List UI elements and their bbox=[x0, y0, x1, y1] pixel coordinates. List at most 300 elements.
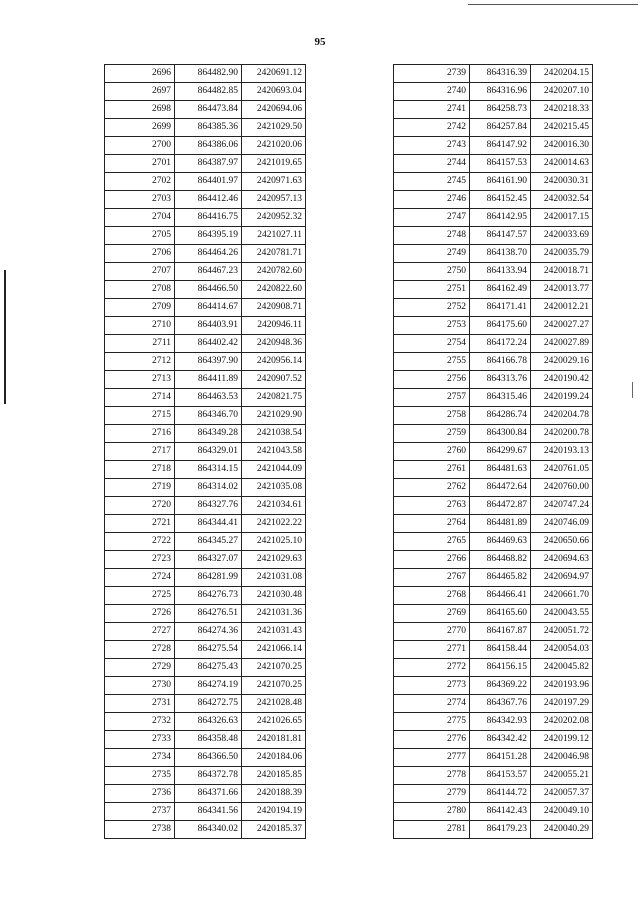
x-coordinate-cell: 864401.97 bbox=[175, 173, 242, 191]
point-number-cell: 2716 bbox=[105, 425, 175, 443]
point-number-cell: 2706 bbox=[105, 245, 175, 263]
point-number-cell: 2767 bbox=[394, 569, 470, 587]
x-coordinate-cell: 864327.76 bbox=[175, 497, 242, 515]
point-number-cell: 2770 bbox=[394, 623, 470, 641]
y-coordinate-cell: 2420184.06 bbox=[242, 749, 306, 767]
x-coordinate-cell: 864314.02 bbox=[175, 479, 242, 497]
x-coordinate-cell: 864472.87 bbox=[470, 497, 531, 515]
point-number-cell: 2705 bbox=[105, 227, 175, 245]
point-number-cell: 2769 bbox=[394, 605, 470, 623]
x-coordinate-cell: 864162.49 bbox=[470, 281, 531, 299]
table-row bbox=[105, 551, 306, 569]
x-coordinate-cell: 864482.85 bbox=[175, 83, 242, 101]
table-row bbox=[105, 641, 306, 659]
x-coordinate-cell: 864275.43 bbox=[175, 659, 242, 677]
x-coordinate-cell: 864371.66 bbox=[175, 785, 242, 803]
table-row bbox=[394, 515, 593, 533]
y-coordinate-cell: 2421029.50 bbox=[242, 119, 306, 137]
y-coordinate-cell: 2420014.63 bbox=[531, 155, 593, 173]
table-row bbox=[394, 713, 593, 731]
table-row bbox=[394, 335, 593, 353]
y-coordinate-cell: 2420018.71 bbox=[531, 263, 593, 281]
y-coordinate-cell: 2421025.10 bbox=[242, 533, 306, 551]
y-coordinate-cell: 2420185.37 bbox=[242, 821, 306, 839]
point-number-cell: 2755 bbox=[394, 353, 470, 371]
point-number-cell: 2778 bbox=[394, 767, 470, 785]
x-coordinate-cell: 864412.46 bbox=[175, 191, 242, 209]
y-coordinate-cell: 2420188.39 bbox=[242, 785, 306, 803]
y-coordinate-cell: 2420012.21 bbox=[531, 299, 593, 317]
point-number-cell: 2763 bbox=[394, 497, 470, 515]
point-number-cell: 2701 bbox=[105, 155, 175, 173]
point-number-cell: 2780 bbox=[394, 803, 470, 821]
y-coordinate-cell: 2420956.14 bbox=[242, 353, 306, 371]
y-coordinate-cell: 2420204.15 bbox=[531, 65, 593, 83]
table-row bbox=[105, 659, 306, 677]
y-coordinate-cell: 2420040.29 bbox=[531, 821, 593, 839]
point-number-cell: 2772 bbox=[394, 659, 470, 677]
table-row bbox=[105, 155, 306, 173]
point-number-cell: 2754 bbox=[394, 335, 470, 353]
table-row bbox=[394, 407, 593, 425]
left-coordinate-table bbox=[104, 64, 306, 839]
x-coordinate-cell: 864142.43 bbox=[470, 803, 531, 821]
x-coordinate-cell: 864372.78 bbox=[175, 767, 242, 785]
x-coordinate-cell: 864316.39 bbox=[470, 65, 531, 83]
x-coordinate-cell: 864300.84 bbox=[470, 425, 531, 443]
y-coordinate-cell: 2420907.52 bbox=[242, 371, 306, 389]
y-coordinate-cell: 2421031.36 bbox=[242, 605, 306, 623]
y-coordinate-cell: 2420199.24 bbox=[531, 389, 593, 407]
table-row bbox=[394, 785, 593, 803]
table-row bbox=[394, 191, 593, 209]
y-coordinate-cell: 2420055.21 bbox=[531, 767, 593, 785]
x-coordinate-cell: 864326.63 bbox=[175, 713, 242, 731]
y-coordinate-cell: 2421030.48 bbox=[242, 587, 306, 605]
table-row bbox=[394, 731, 593, 749]
x-coordinate-cell: 864466.41 bbox=[470, 587, 531, 605]
table-row bbox=[394, 101, 593, 119]
table-row bbox=[105, 209, 306, 227]
x-coordinate-cell: 864349.28 bbox=[175, 425, 242, 443]
point-number-cell: 2750 bbox=[394, 263, 470, 281]
table-row bbox=[105, 281, 306, 299]
x-coordinate-cell: 864402.42 bbox=[175, 335, 242, 353]
table-row bbox=[105, 173, 306, 191]
y-coordinate-cell: 2420207.10 bbox=[531, 83, 593, 101]
point-number-cell: 2756 bbox=[394, 371, 470, 389]
table-row bbox=[105, 767, 306, 785]
x-coordinate-cell: 864481.63 bbox=[470, 461, 531, 479]
table-row bbox=[394, 137, 593, 155]
point-number-cell: 2745 bbox=[394, 173, 470, 191]
x-coordinate-cell: 864367.76 bbox=[470, 695, 531, 713]
y-coordinate-cell: 2420694.63 bbox=[531, 551, 593, 569]
point-number-cell: 2766 bbox=[394, 551, 470, 569]
y-coordinate-cell: 2420181.81 bbox=[242, 731, 306, 749]
x-coordinate-cell: 864316.96 bbox=[470, 83, 531, 101]
table-row bbox=[105, 353, 306, 371]
table-row bbox=[105, 425, 306, 443]
x-coordinate-cell: 864387.97 bbox=[175, 155, 242, 173]
y-coordinate-cell: 2420202.08 bbox=[531, 713, 593, 731]
y-coordinate-cell: 2420760.00 bbox=[531, 479, 593, 497]
table-row bbox=[394, 353, 593, 371]
point-number-cell: 2722 bbox=[105, 533, 175, 551]
y-coordinate-cell: 2420971.63 bbox=[242, 173, 306, 191]
point-number-cell: 2728 bbox=[105, 641, 175, 659]
x-coordinate-cell: 864272.75 bbox=[175, 695, 242, 713]
point-number-cell: 2753 bbox=[394, 317, 470, 335]
x-coordinate-cell: 864345.27 bbox=[175, 533, 242, 551]
y-coordinate-cell: 2420190.42 bbox=[531, 371, 593, 389]
x-coordinate-cell: 864342.42 bbox=[470, 731, 531, 749]
y-coordinate-cell: 2420029.16 bbox=[531, 353, 593, 371]
x-coordinate-cell: 864275.54 bbox=[175, 641, 242, 659]
y-coordinate-cell: 2420194.19 bbox=[242, 803, 306, 821]
y-coordinate-cell: 2420822.60 bbox=[242, 281, 306, 299]
y-coordinate-cell: 2420045.82 bbox=[531, 659, 593, 677]
table-row bbox=[105, 497, 306, 515]
point-number-cell: 2702 bbox=[105, 173, 175, 191]
y-coordinate-cell: 2420016.30 bbox=[531, 137, 593, 155]
point-number-cell: 2700 bbox=[105, 137, 175, 155]
y-coordinate-cell: 2421029.63 bbox=[242, 551, 306, 569]
x-coordinate-cell: 864167.87 bbox=[470, 623, 531, 641]
point-number-cell: 2739 bbox=[394, 65, 470, 83]
y-coordinate-cell: 2421034.61 bbox=[242, 497, 306, 515]
page-number: 95 bbox=[314, 36, 326, 48]
table-row bbox=[394, 803, 593, 821]
y-coordinate-cell: 2420032.54 bbox=[531, 191, 593, 209]
table-row bbox=[105, 713, 306, 731]
table-row bbox=[105, 533, 306, 551]
point-number-cell: 2741 bbox=[394, 101, 470, 119]
y-coordinate-cell: 2420747.24 bbox=[531, 497, 593, 515]
table-row bbox=[105, 65, 306, 83]
x-coordinate-cell: 864366.50 bbox=[175, 749, 242, 767]
table-row bbox=[394, 497, 593, 515]
x-coordinate-cell: 864469.63 bbox=[470, 533, 531, 551]
table-row bbox=[105, 101, 306, 119]
table-row bbox=[105, 389, 306, 407]
y-coordinate-cell: 2420043.55 bbox=[531, 605, 593, 623]
point-number-cell: 2768 bbox=[394, 587, 470, 605]
table-row bbox=[394, 551, 593, 569]
point-number-cell: 2717 bbox=[105, 443, 175, 461]
table-row bbox=[105, 461, 306, 479]
table-row bbox=[394, 389, 593, 407]
point-number-cell: 2730 bbox=[105, 677, 175, 695]
x-coordinate-cell: 864172.24 bbox=[470, 335, 531, 353]
table-row bbox=[394, 155, 593, 173]
point-number-cell: 2719 bbox=[105, 479, 175, 497]
point-number-cell: 2733 bbox=[105, 731, 175, 749]
y-coordinate-cell: 2420200.78 bbox=[531, 425, 593, 443]
y-coordinate-cell: 2420030.31 bbox=[531, 173, 593, 191]
y-coordinate-cell: 2421022.22 bbox=[242, 515, 306, 533]
point-number-cell: 2707 bbox=[105, 263, 175, 281]
point-number-cell: 2725 bbox=[105, 587, 175, 605]
table-row bbox=[394, 65, 593, 83]
table-row bbox=[105, 191, 306, 209]
y-coordinate-cell: 2420746.09 bbox=[531, 515, 593, 533]
x-coordinate-cell: 864151.28 bbox=[470, 749, 531, 767]
point-number-cell: 2724 bbox=[105, 569, 175, 587]
point-number-cell: 2776 bbox=[394, 731, 470, 749]
point-number-cell: 2752 bbox=[394, 299, 470, 317]
y-coordinate-cell: 2420218.33 bbox=[531, 101, 593, 119]
y-coordinate-cell: 2420946.11 bbox=[242, 317, 306, 335]
x-coordinate-cell: 864281.99 bbox=[175, 569, 242, 587]
y-coordinate-cell: 2420197.29 bbox=[531, 695, 593, 713]
x-coordinate-cell: 864314.15 bbox=[175, 461, 242, 479]
point-number-cell: 2775 bbox=[394, 713, 470, 731]
point-number-cell: 2779 bbox=[394, 785, 470, 803]
x-coordinate-cell: 864358.48 bbox=[175, 731, 242, 749]
y-coordinate-cell: 2420017.15 bbox=[531, 209, 593, 227]
x-coordinate-cell: 864386.06 bbox=[175, 137, 242, 155]
point-number-cell: 2715 bbox=[105, 407, 175, 425]
table-row bbox=[394, 641, 593, 659]
x-coordinate-cell: 864369.22 bbox=[470, 677, 531, 695]
point-number-cell: 2714 bbox=[105, 389, 175, 407]
y-coordinate-cell: 2420821.75 bbox=[242, 389, 306, 407]
table-row bbox=[394, 767, 593, 785]
point-number-cell: 2727 bbox=[105, 623, 175, 641]
point-number-cell: 2738 bbox=[105, 821, 175, 839]
x-coordinate-cell: 864274.19 bbox=[175, 677, 242, 695]
point-number-cell: 2760 bbox=[394, 443, 470, 461]
point-number-cell: 2736 bbox=[105, 785, 175, 803]
point-number-cell: 2759 bbox=[394, 425, 470, 443]
x-coordinate-cell: 864138.70 bbox=[470, 245, 531, 263]
table-row bbox=[394, 119, 593, 137]
x-coordinate-cell: 864482.90 bbox=[175, 65, 242, 83]
y-coordinate-cell: 2421038.54 bbox=[242, 425, 306, 443]
x-coordinate-cell: 864341.56 bbox=[175, 803, 242, 821]
table-row bbox=[394, 821, 593, 839]
point-number-cell: 2723 bbox=[105, 551, 175, 569]
y-coordinate-cell: 2421020.06 bbox=[242, 137, 306, 155]
y-coordinate-cell: 2420948.36 bbox=[242, 335, 306, 353]
table-row bbox=[105, 749, 306, 767]
y-coordinate-cell: 2421027.11 bbox=[242, 227, 306, 245]
x-coordinate-cell: 864147.57 bbox=[470, 227, 531, 245]
y-coordinate-cell: 2421035.08 bbox=[242, 479, 306, 497]
x-coordinate-cell: 864329.01 bbox=[175, 443, 242, 461]
y-coordinate-cell: 2420027.27 bbox=[531, 317, 593, 335]
point-number-cell: 2697 bbox=[105, 83, 175, 101]
point-number-cell: 2758 bbox=[394, 407, 470, 425]
x-coordinate-cell: 864472.64 bbox=[470, 479, 531, 497]
table-row bbox=[105, 605, 306, 623]
y-coordinate-cell: 2420204.78 bbox=[531, 407, 593, 425]
x-coordinate-cell: 864395.19 bbox=[175, 227, 242, 245]
x-coordinate-cell: 864276.51 bbox=[175, 605, 242, 623]
table-row bbox=[105, 83, 306, 101]
table-row bbox=[105, 623, 306, 641]
x-coordinate-cell: 864286.74 bbox=[470, 407, 531, 425]
table-row bbox=[394, 83, 593, 101]
point-number-cell: 2740 bbox=[394, 83, 470, 101]
y-coordinate-cell: 2420185.85 bbox=[242, 767, 306, 785]
x-coordinate-cell: 864133.94 bbox=[470, 263, 531, 281]
x-coordinate-cell: 864147.92 bbox=[470, 137, 531, 155]
point-number-cell: 2737 bbox=[105, 803, 175, 821]
y-coordinate-cell: 2420193.13 bbox=[531, 443, 593, 461]
point-number-cell: 2751 bbox=[394, 281, 470, 299]
y-coordinate-cell: 2421031.08 bbox=[242, 569, 306, 587]
y-coordinate-cell: 2421043.58 bbox=[242, 443, 306, 461]
x-coordinate-cell: 864473.84 bbox=[175, 101, 242, 119]
point-number-cell: 2781 bbox=[394, 821, 470, 839]
x-coordinate-cell: 864342.93 bbox=[470, 713, 531, 731]
table-row bbox=[394, 263, 593, 281]
x-coordinate-cell: 864397.90 bbox=[175, 353, 242, 371]
table-row bbox=[394, 695, 593, 713]
point-number-cell: 2721 bbox=[105, 515, 175, 533]
point-number-cell: 2711 bbox=[105, 335, 175, 353]
table-row bbox=[105, 119, 306, 137]
x-coordinate-cell: 864258.73 bbox=[470, 101, 531, 119]
table-row bbox=[105, 731, 306, 749]
point-number-cell: 2761 bbox=[394, 461, 470, 479]
y-coordinate-cell: 2420027.89 bbox=[531, 335, 593, 353]
x-coordinate-cell: 864465.82 bbox=[470, 569, 531, 587]
table-row bbox=[394, 569, 593, 587]
y-coordinate-cell: 2421031.43 bbox=[242, 623, 306, 641]
y-coordinate-cell: 2420046.98 bbox=[531, 749, 593, 767]
point-number-cell: 2731 bbox=[105, 695, 175, 713]
point-number-cell: 2732 bbox=[105, 713, 175, 731]
y-coordinate-cell: 2420957.13 bbox=[242, 191, 306, 209]
y-coordinate-cell: 2420781.71 bbox=[242, 245, 306, 263]
y-coordinate-cell: 2421029.90 bbox=[242, 407, 306, 425]
point-number-cell: 2703 bbox=[105, 191, 175, 209]
point-number-cell: 2743 bbox=[394, 137, 470, 155]
table-row bbox=[394, 443, 593, 461]
y-coordinate-cell: 2421019.65 bbox=[242, 155, 306, 173]
x-coordinate-cell: 864385.36 bbox=[175, 119, 242, 137]
x-coordinate-cell: 864346.70 bbox=[175, 407, 242, 425]
table-row bbox=[105, 569, 306, 587]
point-number-cell: 2762 bbox=[394, 479, 470, 497]
y-coordinate-cell: 2420693.04 bbox=[242, 83, 306, 101]
point-number-cell: 2720 bbox=[105, 497, 175, 515]
table-row bbox=[394, 623, 593, 641]
table-row bbox=[105, 479, 306, 497]
table-row bbox=[105, 785, 306, 803]
table-row bbox=[394, 587, 593, 605]
x-coordinate-cell: 864157.53 bbox=[470, 155, 531, 173]
point-number-cell: 2773 bbox=[394, 677, 470, 695]
table-row bbox=[394, 371, 593, 389]
table-row bbox=[105, 803, 306, 821]
y-coordinate-cell: 2421070.25 bbox=[242, 659, 306, 677]
x-coordinate-cell: 864166.78 bbox=[470, 353, 531, 371]
table-row bbox=[394, 281, 593, 299]
x-coordinate-cell: 864171.41 bbox=[470, 299, 531, 317]
x-coordinate-cell: 864414.67 bbox=[175, 299, 242, 317]
x-coordinate-cell: 864327.07 bbox=[175, 551, 242, 569]
y-coordinate-cell: 2420650.66 bbox=[531, 533, 593, 551]
x-coordinate-cell: 864315.46 bbox=[470, 389, 531, 407]
y-coordinate-cell: 2420661.70 bbox=[531, 587, 593, 605]
y-coordinate-cell: 2420193.96 bbox=[531, 677, 593, 695]
point-number-cell: 2748 bbox=[394, 227, 470, 245]
point-number-cell: 2744 bbox=[394, 155, 470, 173]
point-number-cell: 2710 bbox=[105, 317, 175, 335]
x-coordinate-cell: 864466.50 bbox=[175, 281, 242, 299]
table-row bbox=[394, 479, 593, 497]
table-row bbox=[105, 245, 306, 263]
y-coordinate-cell: 2421044.09 bbox=[242, 461, 306, 479]
point-number-cell: 2764 bbox=[394, 515, 470, 533]
x-coordinate-cell: 864464.26 bbox=[175, 245, 242, 263]
x-coordinate-cell: 864299.67 bbox=[470, 443, 531, 461]
x-coordinate-cell: 864179.23 bbox=[470, 821, 531, 839]
point-number-cell: 2734 bbox=[105, 749, 175, 767]
table-row bbox=[394, 677, 593, 695]
y-coordinate-cell: 2420051.72 bbox=[531, 623, 593, 641]
point-number-cell: 2742 bbox=[394, 119, 470, 137]
y-coordinate-cell: 2420952.32 bbox=[242, 209, 306, 227]
x-coordinate-cell: 864274.36 bbox=[175, 623, 242, 641]
point-number-cell: 2729 bbox=[105, 659, 175, 677]
x-coordinate-cell: 864165.60 bbox=[470, 605, 531, 623]
x-coordinate-cell: 864175.60 bbox=[470, 317, 531, 335]
x-coordinate-cell: 864468.82 bbox=[470, 551, 531, 569]
y-coordinate-cell: 2421026.65 bbox=[242, 713, 306, 731]
y-coordinate-cell: 2421028.48 bbox=[242, 695, 306, 713]
table-row bbox=[105, 335, 306, 353]
x-coordinate-cell: 864344.41 bbox=[175, 515, 242, 533]
table-row bbox=[105, 137, 306, 155]
point-number-cell: 2698 bbox=[105, 101, 175, 119]
table-row bbox=[394, 317, 593, 335]
right-margin-mark bbox=[632, 382, 633, 398]
table-row bbox=[394, 227, 593, 245]
table-row bbox=[394, 173, 593, 191]
point-number-cell: 2708 bbox=[105, 281, 175, 299]
point-number-cell: 2771 bbox=[394, 641, 470, 659]
x-coordinate-cell: 864411.89 bbox=[175, 371, 242, 389]
table-row bbox=[105, 299, 306, 317]
table-row bbox=[394, 209, 593, 227]
point-number-cell: 2713 bbox=[105, 371, 175, 389]
table-row bbox=[394, 605, 593, 623]
table-row bbox=[105, 695, 306, 713]
x-coordinate-cell: 864144.72 bbox=[470, 785, 531, 803]
point-number-cell: 2777 bbox=[394, 749, 470, 767]
table-row bbox=[105, 227, 306, 245]
table-row bbox=[394, 659, 593, 677]
x-coordinate-cell: 864481.89 bbox=[470, 515, 531, 533]
x-coordinate-cell: 864153.57 bbox=[470, 767, 531, 785]
y-coordinate-cell: 2420057.37 bbox=[531, 785, 593, 803]
y-coordinate-cell: 2420215.45 bbox=[531, 119, 593, 137]
table-row bbox=[394, 533, 593, 551]
point-number-cell: 2699 bbox=[105, 119, 175, 137]
right-coordinate-table bbox=[393, 64, 593, 839]
table-row bbox=[105, 677, 306, 695]
left-margin-mark bbox=[4, 270, 6, 404]
x-coordinate-cell: 864152.45 bbox=[470, 191, 531, 209]
x-coordinate-cell: 864403.91 bbox=[175, 317, 242, 335]
point-number-cell: 2709 bbox=[105, 299, 175, 317]
table-row bbox=[394, 749, 593, 767]
